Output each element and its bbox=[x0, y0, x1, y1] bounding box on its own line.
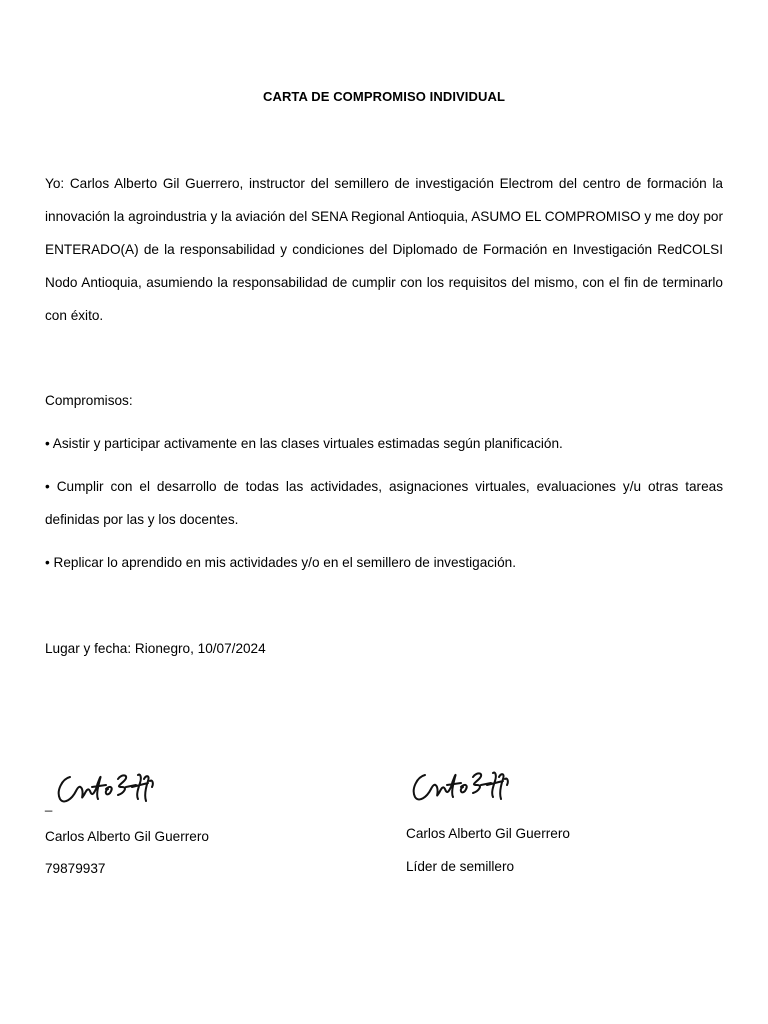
signer-right-name: Carlos Alberto Gil Guerrero bbox=[406, 826, 570, 841]
signer-left-id: 79879937 bbox=[45, 861, 106, 876]
commitment-item-1: • Asistir y participar activamente en las clases virtuales estimadas según planificación. bbox=[45, 436, 563, 451]
commitments-heading: Compromisos: bbox=[45, 393, 133, 408]
place-date: Lugar y fecha: Rionegro, 10/07/2024 bbox=[45, 641, 266, 656]
signature-right-image bbox=[407, 763, 517, 808]
signer-right-role: Líder de semillero bbox=[406, 859, 515, 874]
intro-paragraph: Yo: Carlos Alberto Gil Guerrero, instructor del semillero de investigación Electrom del centro de formación la innovación la agroindustria y la aviación del SENA Regional Antioquia, ASUMO EL COMPROMISO y me doy por ENTERADO(A) de la responsabilidad y condiciones del Diplomado de Formación en Investigación RedCOLSI Nodo Antioquia, asumiendo la responsabilidad de cumplir con los requisitos del mismo, con el fin de terminarlo con éxito. bbox=[45, 176, 724, 323]
commitment-item-2: • Cumplir con el desarrollo de todas las actividades, asignaciones virtuales, evaluaciones y/u otras tareas definidas por las y los docentes. bbox=[45, 479, 723, 527]
signature-left-image bbox=[52, 765, 162, 810]
signer-left-name: Carlos Alberto Gil Guerrero bbox=[45, 829, 209, 844]
signature-left-line: _ bbox=[45, 797, 53, 812]
document-title: CARTA DE COMPROMISO INDIVIDUAL bbox=[262, 89, 506, 104]
commitment-item-3: • Replicar lo aprendido en mis actividades y/o en el semillero de investigación. bbox=[45, 555, 516, 570]
